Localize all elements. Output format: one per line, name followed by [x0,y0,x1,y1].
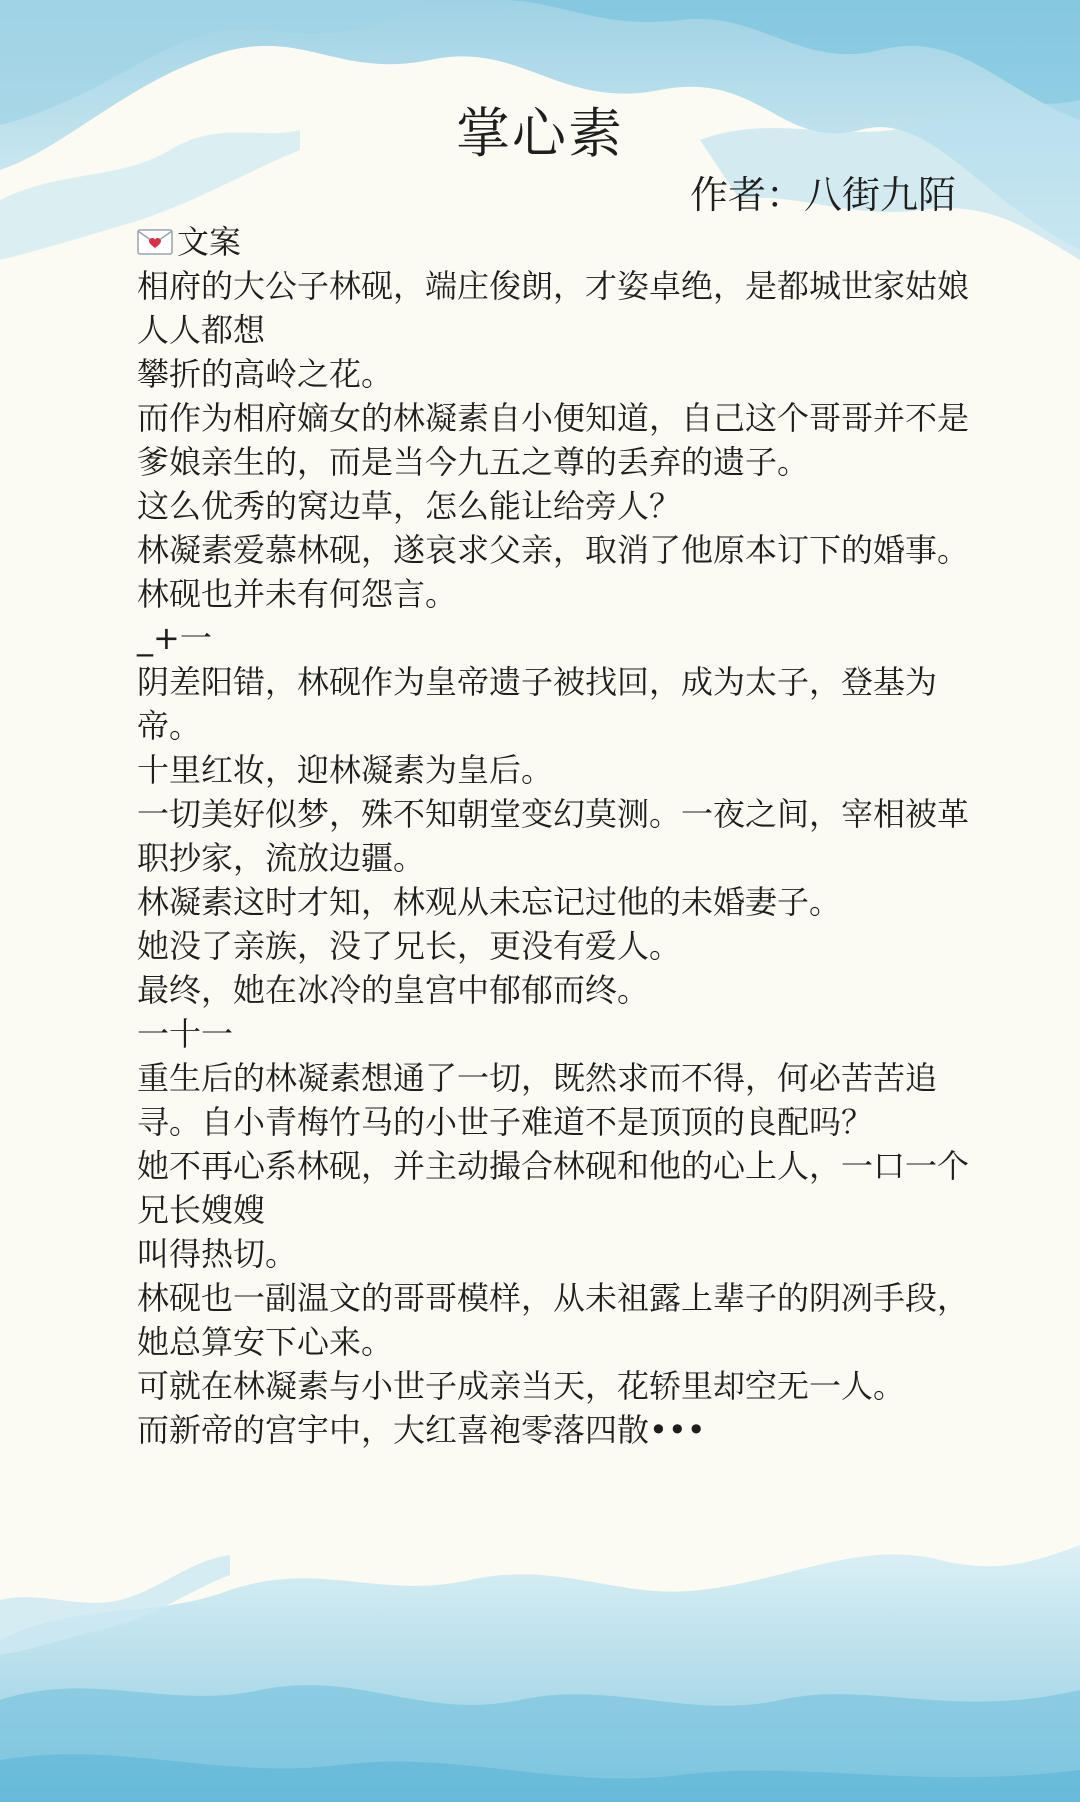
text-line: 林凝素爱慕林砚，遂哀求父亲，取消了他原本订下的婚事。 [137,531,970,569]
section-heading [137,220,977,264]
text-line: 兄长嫂嫂 [137,1191,266,1229]
text-line: _+一 [137,619,212,657]
text-line: 可就在林凝素与小世子成亲当天，花轿里却空无一人。 [137,1367,906,1405]
text-line: 她总算安下心来。 [137,1323,394,1361]
love-letter-icon [137,229,173,255]
author-line: 作者：八街九陌 [690,173,957,217]
text-line: 帝。 [137,707,202,745]
text-line: 她不再心系林砚，并主动撮合林砚和他的心上人，一口一个 [137,1147,970,1185]
section-heading-label: 文案 [177,223,242,261]
text-line: 相府的大公子林砚，端庄俊朗，才姿卓绝，是都城世家姑娘 [137,267,970,305]
text-line: 阴差阳错，林砚作为皇帝遗子被找回，成为太子，登基为 [137,663,938,701]
text-line: 爹娘亲生的，而是当今九五之尊的丢弃的遗子。 [137,443,810,481]
text-line: 重生后的林凝素想通了一切，既然求而不得，何必苦苦追 [137,1059,938,1097]
text-line: 她没了亲族，没了兄长，更没有爱人。 [137,927,682,965]
text-line: 十里红妆，迎林凝素为皇后。 [137,751,554,789]
text-line: 寻。自小青梅竹马的小世子难道不是顶顶的良配吗？ [137,1103,874,1141]
text-line: 林砚也并未有何怨言。 [137,575,458,613]
text-line: 一十一 [137,1015,234,1053]
text-line: 职抄家，流放边疆。 [137,839,426,877]
text-line: 叫得热切。 [137,1235,298,1273]
text-line: 这么优秀的窝边草，怎么能让给旁人？ [137,487,682,525]
text-line: 攀折的高岭之花。 [137,355,394,393]
text-line: 人人都想 [137,311,266,349]
synopsis-lines [137,264,977,1452]
text-line: 林砚也一副温文的哥哥模样，从未祖露上辈子的阴冽手段， [137,1279,970,1317]
synopsis-body [137,220,977,1452]
text-line: 最终，她在冰冷的皇宫中郁郁而终。 [137,971,650,1009]
page-title: 掌心素 [456,102,624,165]
text-line: 林凝素这时才知，林观从未忘记过他的未婚妻子。 [137,883,842,921]
text-line: 而新帝的宫宇中，大红喜袍零落四散••• [137,1411,706,1449]
text-line: 而作为相府嫡女的林凝素自小便知道，自己这个哥哥并不是 [137,399,970,437]
text-line: 一切美好似梦，殊不知朝堂变幻莫测。一夜之间，宰相被革 [137,795,970,833]
